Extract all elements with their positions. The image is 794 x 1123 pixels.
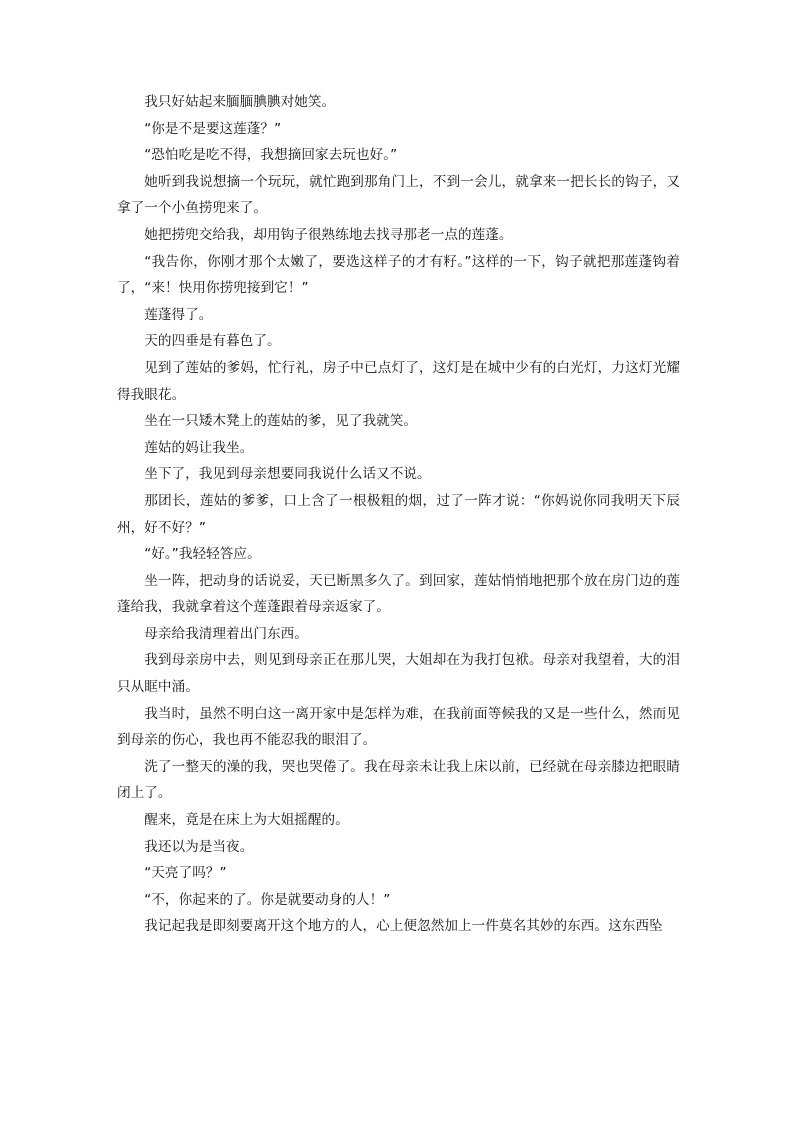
paragraph: 洗了一整天的澡的我，哭也哭倦了。我在母亲未让我上床以前，已经就在母亲膝边把眼睛闭上了。 [117, 758, 680, 802]
paragraph: 她听到我说想摘一个玩玩，就忙跑到那角门上，不到一会儿，就拿来一把长长的钩子，又拿了一个小鱼捞兜来了。 [117, 173, 680, 217]
paragraph: 那团长，莲姑的爹爹，口上含了一根极粗的烟，过了一阵才说：“你妈说你同我明天下辰州，好不好？” [117, 492, 680, 536]
paragraph: 母亲给我清理着出门东西。 [144, 625, 308, 642]
paragraph: 我记起我是即刻要离开这个地方的人，心上便忽然加上一件莫名其妙的东西。这东西坠 [144, 918, 663, 935]
paragraph: “我告你，你刚才那个太嫩了，要选这样子的才有籽。”这样的一下，钩子就把那莲蓬钩着了，“来！快用你捞兜接到它！” [117, 253, 680, 297]
paragraph: “天亮了吗？” [144, 865, 227, 882]
paragraph: 我还以为是当夜。 [144, 838, 254, 855]
paragraph: 醒来，竟是在床上为大姐摇醒的。 [144, 812, 349, 829]
paragraph: 坐在一只矮木凳上的莲姑的爹，见了我就笑。 [144, 413, 418, 430]
paragraph: 她把捞兜交给我，却用钩子很熟练地去找寻那老一点的莲蓬。 [144, 226, 513, 243]
paragraph: 见到了莲姑的爹妈，忙行礼，房子中已点灯了，这灯是在城中少有的白光灯，力这灯光耀得我眼花。 [117, 359, 680, 403]
document-body [117, 89, 680, 940]
paragraph: 莲姑的妈让我坐。 [144, 439, 254, 456]
paragraph: “你是不是要这莲蓬？” [144, 120, 282, 137]
paragraph: “好。”我轻轻答应。 [144, 546, 261, 563]
paragraph: 坐一阵，把动身的话说妥，天已断黑多久了。到回家，莲姑悄悄地把那个放在房门边的莲蓬给我，我就拿着这个莲蓬跟着母亲返家了。 [117, 572, 680, 616]
paragraph: 坐下了，我见到母亲想要同我说什么话又不说。 [144, 466, 431, 483]
paragraph: 莲蓬得了。 [144, 306, 213, 323]
paragraph: “不，你起来的了。你是就要动身的人！” [144, 891, 391, 908]
paragraph: 我当时，虽然不明白这一离开家中是怎样为难，在我前面等候我的又是一些什么，然而见到母亲的伤心，我也再不能忍我的眼泪了。 [117, 705, 680, 749]
paragraph: “恐怕吃是吃不得，我想摘回家去玩也好。” [144, 147, 398, 164]
paragraph: 天的四垂是有暮色了。 [144, 333, 281, 350]
paragraph: 我到母亲房中去，则见到母亲正在那儿哭，大姐却在为我打包袱。母亲对我望着，大的泪只从眶中涌。 [117, 652, 680, 696]
paragraph: 我只好姑起来腼腼腆腆对她笑。 [144, 94, 336, 110]
